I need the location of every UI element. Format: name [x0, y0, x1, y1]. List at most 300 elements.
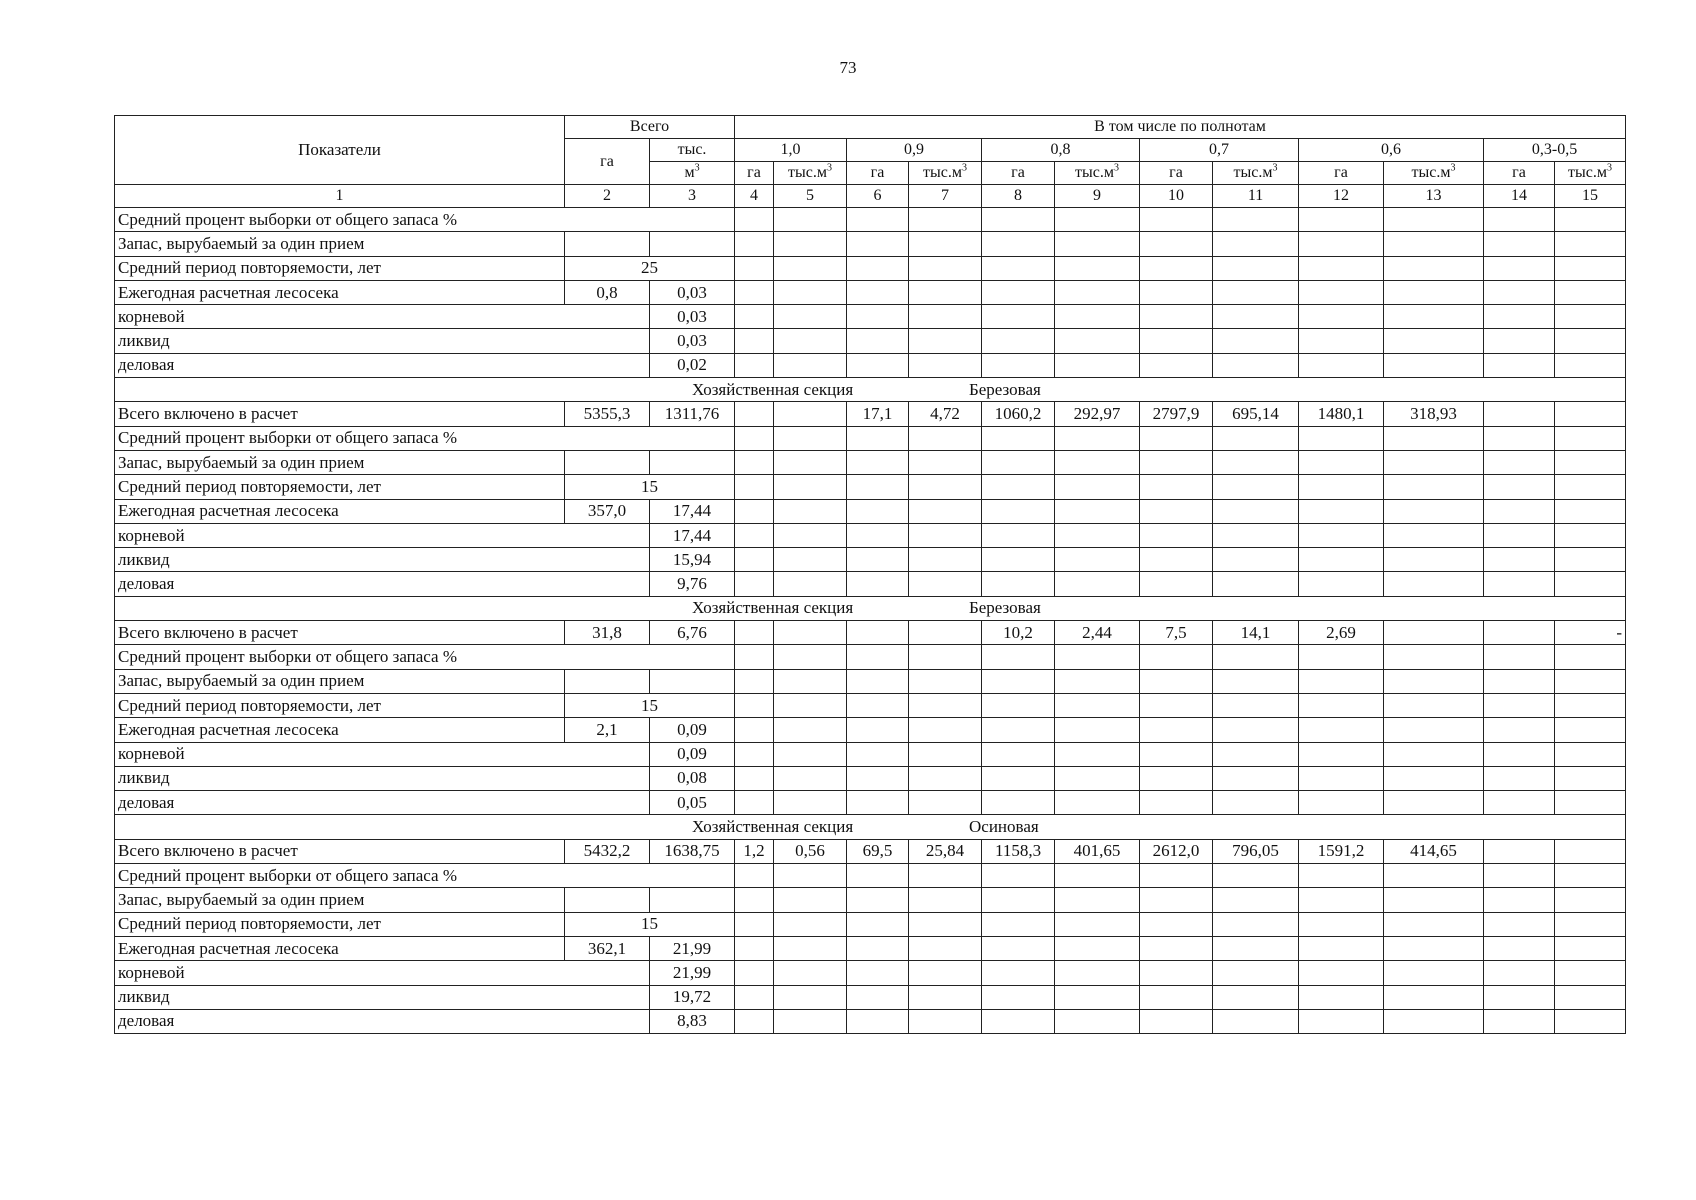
- empty-cell: [1055, 766, 1140, 790]
- empty-cell: [1555, 669, 1626, 693]
- empty-cell: [909, 645, 982, 669]
- empty-cell: [1484, 499, 1555, 523]
- table-row: [115, 280, 1626, 304]
- empty-cell: [847, 864, 909, 888]
- empty-cell: [1484, 912, 1555, 936]
- empty-cell: [1140, 864, 1213, 888]
- row-label: Всего включено в расчет: [115, 402, 565, 426]
- empty-cell: [1140, 985, 1213, 1009]
- empty-cell: [1055, 548, 1140, 572]
- period-value: 15: [565, 475, 735, 499]
- empty-cell: [1140, 353, 1213, 377]
- empty-cell: [774, 864, 847, 888]
- empty-cell: [847, 718, 909, 742]
- empty-cell: [1299, 329, 1384, 353]
- empty-cell: [982, 572, 1055, 596]
- empty-cell: [1299, 912, 1384, 936]
- empty-cell: [1484, 548, 1555, 572]
- empty-cell: [1555, 912, 1626, 936]
- density-header: 0,9: [847, 139, 982, 162]
- row-label: Ежегодная расчетная лесосека: [115, 718, 565, 742]
- period-value: 25: [565, 256, 735, 280]
- empty-cell: [1555, 985, 1626, 1009]
- cell-value: 69,5: [847, 839, 909, 863]
- table-row: [115, 621, 1626, 645]
- empty-cell: [1213, 936, 1299, 960]
- cell-value: 0,09: [650, 742, 735, 766]
- empty-cell: [1299, 791, 1384, 815]
- empty-cell: [1055, 232, 1140, 256]
- row-label: Всего включено в расчет: [115, 839, 565, 863]
- empty-cell: [1555, 353, 1626, 377]
- empty-cell: [909, 426, 982, 450]
- empty-cell: [774, 572, 847, 596]
- empty-cell: [1384, 305, 1484, 329]
- m3-unit: $тыс.м^3$: [774, 162, 847, 185]
- empty-cell: [1140, 523, 1213, 547]
- empty-cell: [982, 1009, 1055, 1033]
- empty-cell: [735, 208, 774, 232]
- empty-cell: [1140, 936, 1213, 960]
- empty-cell: [774, 280, 847, 304]
- empty-cell: [1299, 864, 1384, 888]
- cell-value: 2,1: [565, 718, 650, 742]
- empty-cell: [1484, 305, 1555, 329]
- empty-cell: [1213, 450, 1299, 474]
- row-label: Средний период повторяемости, лет: [115, 693, 565, 717]
- col-number: 12: [1299, 185, 1384, 208]
- empty-cell: [1555, 523, 1626, 547]
- empty-cell: [1555, 888, 1626, 912]
- empty-cell: [909, 353, 982, 377]
- empty-cell: [1484, 669, 1555, 693]
- empty-cell: [982, 232, 1055, 256]
- density-header: 1,0: [735, 139, 847, 162]
- empty-cell: [1055, 888, 1140, 912]
- empty-cell: [1213, 523, 1299, 547]
- cell-value: 695,14: [1213, 402, 1299, 426]
- empty-cell: [1555, 305, 1626, 329]
- empty-cell: [847, 936, 909, 960]
- empty-cell: [909, 766, 982, 790]
- empty-cell: [1384, 766, 1484, 790]
- empty-cell: [1055, 499, 1140, 523]
- col-number: 2: [565, 185, 650, 208]
- row-label: Запас, вырубаемый за один прием: [115, 888, 565, 912]
- col-number: 14: [1484, 185, 1555, 208]
- row-label: Запас, вырубаемый за один прием: [115, 669, 565, 693]
- cell-value: -: [1555, 621, 1626, 645]
- empty-cell: [1140, 572, 1213, 596]
- empty-cell: [847, 353, 909, 377]
- table-row: [115, 353, 1626, 377]
- empty-cell: [1484, 232, 1555, 256]
- row-label: корневой: [115, 523, 650, 547]
- cell-value: 0,56: [774, 839, 847, 863]
- empty-cell: [735, 523, 774, 547]
- empty-cell: [1140, 475, 1213, 499]
- empty-cell: [982, 329, 1055, 353]
- empty-cell: [1213, 888, 1299, 912]
- empty-cell: [1555, 693, 1626, 717]
- empty-cell: [735, 499, 774, 523]
- cell-value: 5432,2: [565, 839, 650, 863]
- table-row: [115, 645, 1626, 669]
- empty-cell: [1555, 548, 1626, 572]
- ga-unit: га: [1140, 162, 1213, 185]
- empty-cell: [774, 718, 847, 742]
- empty-cell: [982, 523, 1055, 547]
- cell-value: [1384, 621, 1484, 645]
- empty-cell: [1384, 888, 1484, 912]
- cell-value: 10,2: [982, 621, 1055, 645]
- cell-value: 0,8: [565, 280, 650, 304]
- cell-value: 0,03: [650, 280, 735, 304]
- cell-value: 31,8: [565, 621, 650, 645]
- empty-cell: [1055, 280, 1140, 304]
- empty-cell: [1213, 548, 1299, 572]
- empty-cell: [982, 936, 1055, 960]
- empty-cell: [1213, 669, 1299, 693]
- empty-cell: [1299, 548, 1384, 572]
- empty-cell: [909, 499, 982, 523]
- empty-cell: [1140, 766, 1213, 790]
- m3-unit: $тыс.м^3$: [1384, 162, 1484, 185]
- empty-cell: [1140, 426, 1213, 450]
- section-row: [115, 815, 1626, 839]
- empty-cell: [847, 329, 909, 353]
- empty-cell: [1555, 426, 1626, 450]
- empty-cell: [774, 985, 847, 1009]
- col-number: 15: [1555, 185, 1626, 208]
- cell-value: 0,05: [650, 791, 735, 815]
- col-number: 3: [650, 185, 735, 208]
- empty-cell: [982, 305, 1055, 329]
- empty-cell: [1555, 742, 1626, 766]
- empty-cell: [1299, 669, 1384, 693]
- empty-cell: [1140, 912, 1213, 936]
- ga-unit: га: [982, 162, 1055, 185]
- empty-cell: [1213, 305, 1299, 329]
- empty-cell: [735, 985, 774, 1009]
- empty-cell: [1299, 693, 1384, 717]
- empty-cell: [982, 669, 1055, 693]
- empty-cell: [1055, 669, 1140, 693]
- row-label: деловая: [115, 353, 650, 377]
- cell-value: 0,03: [650, 305, 735, 329]
- empty-cell: [982, 693, 1055, 717]
- empty-cell: [1299, 426, 1384, 450]
- empty-cell: [847, 208, 909, 232]
- m3-unit: $тыс.м^3$: [1213, 162, 1299, 185]
- empty-cell: [1140, 208, 1213, 232]
- empty-cell: [909, 305, 982, 329]
- empty-cell: [982, 961, 1055, 985]
- empty-cell: [909, 718, 982, 742]
- row-label: деловая: [115, 1009, 650, 1033]
- empty-cell: [1140, 499, 1213, 523]
- empty-cell: [1384, 523, 1484, 547]
- empty-cell: [847, 475, 909, 499]
- empty-cell: [982, 864, 1055, 888]
- table-row: [115, 791, 1626, 815]
- col-number: 8: [982, 185, 1055, 208]
- empty-cell: [735, 693, 774, 717]
- empty-cell: [1140, 742, 1213, 766]
- table-row: [115, 718, 1626, 742]
- cell-value: 796,05: [1213, 839, 1299, 863]
- empty-cell: [1213, 961, 1299, 985]
- empty-cell: [1299, 305, 1384, 329]
- ga-unit: га: [1299, 162, 1384, 185]
- table-row: [115, 475, 1626, 499]
- empty-cell: [774, 888, 847, 912]
- empty-cell: [1555, 1009, 1626, 1033]
- empty-cell: [909, 572, 982, 596]
- indicators-header: Показатели: [115, 116, 565, 185]
- empty-cell: [1484, 256, 1555, 280]
- empty-cell: [909, 523, 982, 547]
- empty-cell: [1484, 766, 1555, 790]
- table-row: [115, 888, 1626, 912]
- table-row: [115, 208, 1626, 232]
- empty-cell: [1384, 426, 1484, 450]
- empty-cell: [909, 912, 982, 936]
- cell-value: 0,03: [650, 329, 735, 353]
- col-number: 10: [1140, 185, 1213, 208]
- ga-unit: га: [1484, 162, 1555, 185]
- empty-cell: [1384, 645, 1484, 669]
- empty-cell: [1299, 523, 1384, 547]
- density-header: 0,8: [982, 139, 1140, 162]
- page-number: 73: [839, 58, 857, 77]
- empty-cell: [1299, 499, 1384, 523]
- empty-cell: [1484, 523, 1555, 547]
- empty-cell: [774, 353, 847, 377]
- empty-cell: [1213, 232, 1299, 256]
- empty-cell: [1299, 475, 1384, 499]
- empty-cell: [774, 669, 847, 693]
- empty-cell: [1213, 208, 1299, 232]
- empty-cell: [735, 280, 774, 304]
- cell-value: [735, 621, 774, 645]
- empty-cell: [982, 208, 1055, 232]
- empty-cell: [982, 742, 1055, 766]
- empty-cell: [1384, 985, 1484, 1009]
- cell-value: 1480,1: [1299, 402, 1384, 426]
- table-row: [115, 499, 1626, 523]
- empty-cell: [909, 475, 982, 499]
- table-row: [115, 1009, 1626, 1033]
- row-label: ликвид: [115, 766, 650, 790]
- empty-cell: [774, 232, 847, 256]
- empty-cell: [847, 742, 909, 766]
- empty-cell: [1299, 450, 1384, 474]
- cell-value: 1,2: [735, 839, 774, 863]
- empty-cell: [1213, 742, 1299, 766]
- empty-cell: [1055, 450, 1140, 474]
- empty-cell: [847, 888, 909, 912]
- empty-cell: [1299, 572, 1384, 596]
- empty-cell: [735, 912, 774, 936]
- cell-value: 0,08: [650, 766, 735, 790]
- empty-cell: [847, 572, 909, 596]
- cell-value: 2,69: [1299, 621, 1384, 645]
- empty-cell: [1299, 280, 1384, 304]
- empty-cell: [847, 548, 909, 572]
- table-row: [115, 912, 1626, 936]
- empty-cell: [735, 548, 774, 572]
- empty-cell: [735, 1009, 774, 1033]
- empty-cell: [909, 548, 982, 572]
- empty-cell: [1484, 985, 1555, 1009]
- row-label: Запас, вырубаемый за один прием: [115, 232, 565, 256]
- empty-cell: [1055, 426, 1140, 450]
- empty-cell: [1484, 888, 1555, 912]
- empty-cell: [909, 1009, 982, 1033]
- empty-cell: [1299, 353, 1384, 377]
- cell-value: [1484, 621, 1555, 645]
- empty-cell: [1484, 572, 1555, 596]
- cell-value: [774, 621, 847, 645]
- cell-value: 1311,76: [650, 402, 735, 426]
- cell-value: [1484, 402, 1555, 426]
- cell-value: 1158,3: [982, 839, 1055, 863]
- empty-cell: [1384, 742, 1484, 766]
- empty-cell: [650, 669, 735, 693]
- row-label: деловая: [115, 791, 650, 815]
- table-row: [115, 232, 1626, 256]
- cell-value: [1555, 402, 1626, 426]
- empty-cell: [982, 426, 1055, 450]
- empty-cell: [774, 961, 847, 985]
- empty-cell: [1140, 450, 1213, 474]
- table-row: [115, 742, 1626, 766]
- empty-cell: [1140, 718, 1213, 742]
- empty-cell: [565, 669, 650, 693]
- empty-cell: [909, 280, 982, 304]
- empty-cell: [735, 572, 774, 596]
- ga-unit: га: [735, 162, 774, 185]
- table-row: [115, 402, 1626, 426]
- empty-cell: [1055, 985, 1140, 1009]
- by-density-header: В том числе по полнотам: [735, 116, 1626, 139]
- empty-cell: [982, 985, 1055, 1009]
- cell-value: 1591,2: [1299, 839, 1384, 863]
- empty-cell: [909, 864, 982, 888]
- empty-cell: [1213, 572, 1299, 596]
- empty-cell: [909, 208, 982, 232]
- table-row: [115, 669, 1626, 693]
- empty-cell: [1484, 450, 1555, 474]
- row-label: Средний период повторяемости, лет: [115, 475, 565, 499]
- total-m3-unit: $м^3$: [650, 162, 735, 185]
- row-label: ликвид: [115, 985, 650, 1009]
- empty-cell: [1384, 693, 1484, 717]
- empty-cell: [1384, 353, 1484, 377]
- cell-value: 318,93: [1384, 402, 1484, 426]
- empty-cell: [1213, 766, 1299, 790]
- row-label: Средний процент выборки от общего запаса %: [115, 864, 735, 888]
- empty-cell: [650, 232, 735, 256]
- cell-value: 6,76: [650, 621, 735, 645]
- table-row: [115, 961, 1626, 985]
- empty-cell: [1055, 961, 1140, 985]
- empty-cell: [1055, 718, 1140, 742]
- empty-cell: [1484, 864, 1555, 888]
- empty-cell: [774, 791, 847, 815]
- period-value: 15: [565, 912, 735, 936]
- empty-cell: [115, 596, 1626, 620]
- empty-cell: [735, 742, 774, 766]
- empty-cell: [1484, 645, 1555, 669]
- empty-cell: [1140, 1009, 1213, 1033]
- cell-value: 4,72: [909, 402, 982, 426]
- empty-cell: [847, 523, 909, 547]
- empty-cell: [1299, 985, 1384, 1009]
- header-row-1: [115, 116, 1626, 139]
- table-row: [115, 936, 1626, 960]
- cell-value: 1060,2: [982, 402, 1055, 426]
- ga-unit: га: [847, 162, 909, 185]
- row-label: корневой: [115, 961, 650, 985]
- empty-cell: [774, 475, 847, 499]
- col-number: 4: [735, 185, 774, 208]
- row-label: Средний процент выборки от общего запаса %: [115, 208, 735, 232]
- empty-cell: [774, 645, 847, 669]
- empty-cell: [650, 888, 735, 912]
- empty-cell: [1213, 426, 1299, 450]
- empty-cell: [1555, 475, 1626, 499]
- cell-value: 0,09: [650, 718, 735, 742]
- cell-value: [1555, 839, 1626, 863]
- row-label: Запас, вырубаемый за один прием: [115, 450, 565, 474]
- empty-cell: [982, 645, 1055, 669]
- empty-cell: [735, 864, 774, 888]
- cell-value: 21,99: [650, 936, 735, 960]
- empty-cell: [847, 645, 909, 669]
- cell-value: 21,99: [650, 961, 735, 985]
- empty-cell: [1055, 693, 1140, 717]
- empty-cell: [735, 936, 774, 960]
- empty-cell: [1484, 1009, 1555, 1033]
- empty-cell: [774, 450, 847, 474]
- empty-cell: [735, 256, 774, 280]
- empty-cell: [1299, 718, 1384, 742]
- empty-cell: [774, 329, 847, 353]
- empty-cell: [1555, 572, 1626, 596]
- empty-cell: [909, 888, 982, 912]
- total-ga-header: га: [565, 139, 650, 185]
- empty-cell: [1555, 936, 1626, 960]
- empty-cell: [1484, 475, 1555, 499]
- empty-cell: [735, 961, 774, 985]
- row-label: Ежегодная расчетная лесосека: [115, 499, 565, 523]
- empty-cell: [1213, 791, 1299, 815]
- empty-cell: [1140, 329, 1213, 353]
- empty-cell: [1555, 961, 1626, 985]
- section-label: Хозяйственная секция: [692, 817, 854, 837]
- cell-value: 15,94: [650, 548, 735, 572]
- empty-cell: [847, 280, 909, 304]
- empty-cell: [1213, 864, 1299, 888]
- table-row: [115, 766, 1626, 790]
- empty-cell: [1384, 669, 1484, 693]
- empty-cell: [1299, 888, 1384, 912]
- empty-cell: [909, 985, 982, 1009]
- empty-cell: [1213, 280, 1299, 304]
- empty-cell: [982, 912, 1055, 936]
